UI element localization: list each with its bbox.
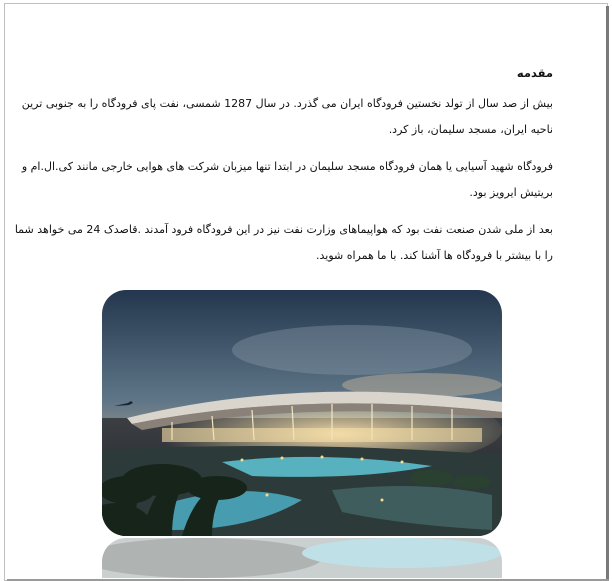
page-heading: مقدمه	[516, 66, 553, 80]
paragraph-3: بعد از ملی شدن صنعت نفت بود که هواپیماهای وزارت نفت نیز در این فرودگاه فرود آمدند .قاصدک 24 می خواهد شما را با بیشتر با فرودگاه ها آشنا کند. با ما همراه شوید.	[14, 223, 553, 262]
airport-terminal-photo	[102, 290, 502, 536]
paragraph-1: بیش از صد سال از تولد نخستین فرودگاه ایران می گذرد. در سال 1287 شمسی، نفت پای فرودگاه را به جنوبی ترین ناحیه ایران، مسجد سلیمان، باز کرد.	[21, 97, 553, 136]
reflection-svg	[102, 538, 502, 578]
page-shadow-right	[606, 6, 609, 579]
paragraph-2: فرودگاه شهید آسیایی یا همان فرودگاه مسجد سلیمان در ابتدا تنها میزبان شرکت های هوایی خارجی مانند کی.ال.ام و بریتیش ایرویز بود.	[21, 160, 553, 199]
airport-photo-svg	[102, 290, 502, 536]
airport-photo-reflection	[102, 538, 502, 578]
